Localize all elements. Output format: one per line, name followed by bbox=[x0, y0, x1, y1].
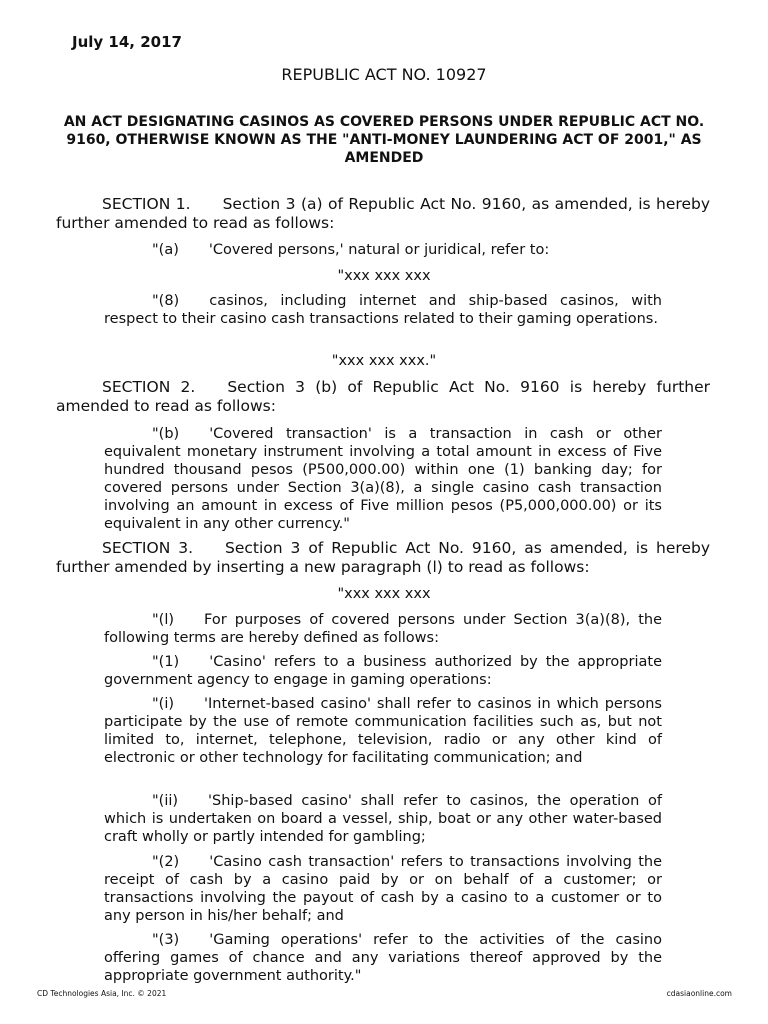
paragraph-a-text: 'Covered persons,' natural or juridical, refer to: bbox=[208, 242, 550, 258]
paragraph-8-label: "(8) bbox=[152, 293, 180, 309]
paragraph-2-label: "(2) bbox=[152, 854, 180, 870]
document-date: July 14, 2017 bbox=[72, 33, 182, 51]
paragraph-a bbox=[104, 241, 662, 259]
paragraph-3-text: 'Gaming operations' refer to the activities of the casino offering games of chance and any variations thereof approved by the appropriate government authority." bbox=[104, 932, 662, 984]
paragraph-ii-label: "(ii) bbox=[152, 793, 179, 809]
act-number: REPUBLIC ACT NO. 10927 bbox=[281, 65, 487, 84]
section-2-label: SECTION 2. bbox=[102, 378, 196, 396]
paragraph-ii-text: 'Ship-based casino' shall refer to casinos, the operation of which is undertaken on board a vessel, ship, boat or any other water-based craft wholly or partly intended for gambling; bbox=[104, 793, 662, 845]
paragraph-3-label: "(3) bbox=[152, 932, 180, 948]
section-2-text: Section 3 (b) of Republic Act No. 9160 is hereby further amended to read as follows: bbox=[56, 378, 710, 415]
paragraph-1-label: "(1) bbox=[152, 654, 180, 670]
paragraph-i-text: 'Internet-based casino' shall refer to casinos in which persons participate by the use of remote communication facilities such as, but not limited to, internet, telephone, television, radio or any other kind of electronic or other technology for facilitating communication; and bbox=[104, 696, 662, 766]
paragraph-2-text: 'Casino cash transaction' refers to transactions involving the receipt of cash by a casino paid by or on behalf of a customer; or transactions involving the payout of cash by a casino to a customer or to any person in his/her behalf; and bbox=[104, 854, 662, 924]
section-3 bbox=[56, 539, 710, 577]
ellipsis-2: "xxx xxx xxx." bbox=[331, 353, 437, 369]
paragraph-b-text: 'Covered transaction' is a transaction in cash or other equivalent monetary instrument involving a total amount in excess of Five hundred thousand pesos (P500,000.00) within one (1) banking day; for covered persons under Section 3(a)(8), a single casino cash transaction involving an amount in excess of Five million pesos (P5,000,000.00) or its equivalent in any other currency." bbox=[104, 426, 662, 532]
paragraph-1-text: 'Casino' refers to a business authorized by the appropriate government agency to engage in gaming operations: bbox=[104, 654, 662, 688]
section-1-text: Section 3 (a) of Republic Act No. 9160, as amended, is hereby further amended to read as follows: bbox=[56, 195, 710, 232]
section-2 bbox=[56, 378, 710, 416]
paragraph-ii bbox=[104, 792, 662, 846]
section-1-label: SECTION 1. bbox=[102, 195, 191, 213]
paragraph-1 bbox=[104, 653, 662, 689]
paragraph-i bbox=[104, 695, 662, 767]
ellipsis-1: "xxx xxx xxx bbox=[337, 268, 431, 284]
section-3-text: Section 3 of Republic Act No. 9160, as amended, is hereby further amended by inserting a new paragraph (l) to read as follows: bbox=[56, 539, 710, 576]
paragraph-2 bbox=[104, 853, 662, 925]
act-title: AN ACT DESIGNATING CASINOS AS COVERED PERSONS UNDER REPUBLIC ACT NO. 9160, OTHERWISE KNOWN AS THE "ANTI-MONEY LAUNDERING ACT OF 2001," AS AMENDED bbox=[63, 114, 705, 166]
ellipsis-3: "xxx xxx xxx bbox=[337, 586, 431, 602]
footer-website: cdasiaonline.com bbox=[666, 989, 732, 998]
paragraph-8 bbox=[104, 292, 662, 328]
paragraph-b-label: "(b) bbox=[152, 426, 180, 442]
paragraph-i-label: "(i) bbox=[152, 696, 175, 712]
paragraph-a-label: "(a) bbox=[152, 242, 179, 258]
footer-copyright: CD Technologies Asia, Inc. © 2021 bbox=[37, 989, 167, 998]
paragraph-8-text: casinos, including internet and ship-based casinos, with respect to their casino cash transactions related to their gaming operations. bbox=[104, 293, 662, 327]
paragraph-3 bbox=[104, 931, 662, 985]
section-1 bbox=[56, 195, 710, 233]
section-3-label: SECTION 3. bbox=[102, 539, 194, 557]
paragraph-l-text: For purposes of covered persons under Section 3(a)(8), the following terms are hereby defined as follows: bbox=[104, 612, 662, 646]
paragraph-l-label: "(l) bbox=[152, 612, 175, 628]
paragraph-l bbox=[104, 611, 662, 647]
paragraph-b bbox=[104, 425, 662, 533]
